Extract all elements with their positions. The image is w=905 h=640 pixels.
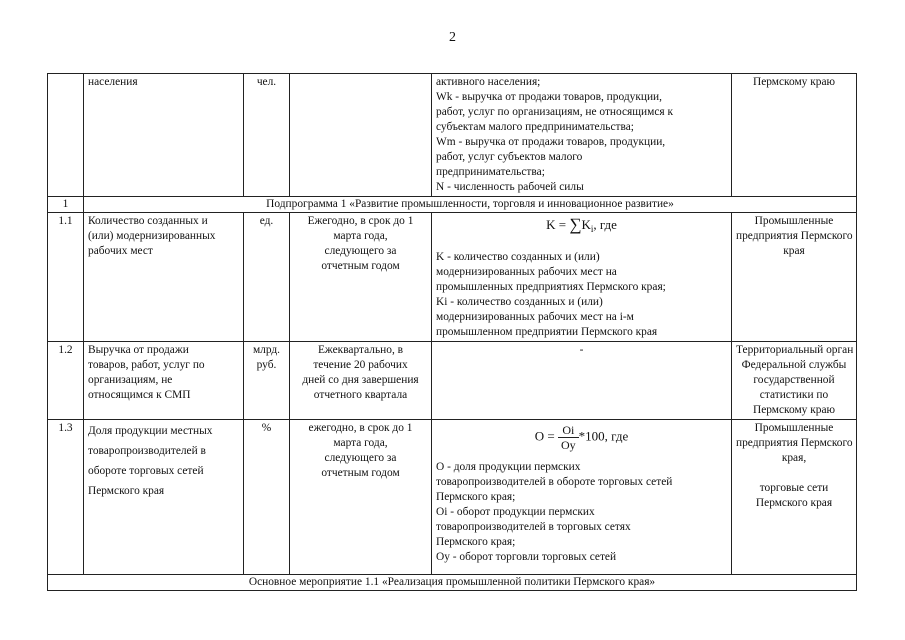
subprogram-number: 1 [48,197,84,213]
method-line: работ, услуг субъектов малого [436,151,583,163]
method-line: активного населения; [436,76,541,88]
subprogram-title: Подпрограмма 1 «Развитие промышленности, торговля и инновационное развитие» [84,197,857,213]
row-number: 1.2 [48,342,84,420]
method-line: предпринимательства; [436,166,545,178]
method-line: промышленном предприятии Пермского края [436,326,658,338]
subprogram-row [48,197,857,213]
main-activity-row [48,575,857,591]
method-line: промышленных предприятиях Пермского края; [436,281,666,293]
indicator-unit: ед. [244,213,290,342]
indicator-method [432,420,732,575]
row-number: 1.3 [48,420,84,575]
indicator-name: Выручка от продажи товаров, работ, услуг по организациям, не относящимся к СМП [84,342,244,420]
indicator-source: Территориальный орган Федеральной службы государственной статистики по Пермскому краю [732,342,857,420]
formula-sum: $K = \sum K_i$, где [546,215,617,234]
method-line: работ, услуг по организациям, не относящимся к [436,106,674,118]
indicator-source: Промышленные предприятия Пермского края, торговые сети Пермского края [732,420,857,575]
indicator-name: населения [84,74,244,197]
indicator-period: ежегодно, в срок до 1 марта года, следующего за отчетным годом [290,420,432,575]
indicator-period: Ежегодно, в срок до 1 марта года, следующего за отчетным годом [290,213,432,342]
row-number: 1.1 [48,213,84,342]
indicator-method [432,74,732,197]
indicator-name: Доля продукции местных товаропроизводителей в обороте торговых сетей Пермского края [84,420,244,575]
table-row-continuation [48,74,857,197]
method-line: Oi - оборот продукции пермских [436,506,595,518]
table-row [48,342,857,420]
row-number [48,74,84,197]
indicator-source: Пермскому краю [732,74,857,197]
indicator-method [432,213,732,342]
method-line: O - доля продукции пермских [436,461,581,473]
method-line: K - количество созданных и (или) [436,251,600,263]
method-line: N - численность рабочей силы [436,181,584,193]
indicator-unit: млрд. руб. [244,342,290,420]
indicator-period [290,74,432,197]
page-number: 2 [449,30,456,45]
indicator-source: Промышленные предприятия Пермского края [732,213,857,342]
indicator-unit: % [244,420,290,575]
table-row [48,420,857,575]
method-line: товаропроизводителей в торговых сетях [436,521,631,533]
method-line: Oy - оборот торговли торговых сетей [436,551,617,563]
method-line: Пермского края; [436,536,516,548]
fraction: $\frac{Oi}{Oy}$ [558,423,579,452]
indicators-table [47,73,857,591]
main-activity-title: Основное мероприятие 1.1 «Реализация промышленной политики Пермского края» [48,575,857,591]
table-row [48,213,857,342]
method-line: Пермского края; [436,491,516,503]
method-line: товаропроизводителей в обороте торговых сетей [436,476,673,488]
indicator-period: Ежеквартально, в течение 20 рабочих дней со дня завершения отчетного квартала [290,342,432,420]
method-line: Ki - количество созданных и (или) [436,296,603,308]
method-line: модернизированных рабочих мест на i-м [436,311,634,323]
method-line: субъектам малого предпринимательства; [436,121,634,133]
indicator-unit: чел. [244,74,290,197]
indicator-name: Количество созданных и (или) модернизированных рабочих мест [84,213,244,342]
method-line: модернизированных рабочих мест на [436,266,617,278]
indicator-method: - [432,342,732,420]
formula-fraction: O = $\frac{Oi}{Oy}$ *100, где [534,423,629,452]
method-line: Wm - выручка от продажи товаров, продукции, [436,136,666,148]
method-line: Wk - выручка от продажи товаров, продукции, [436,91,662,103]
